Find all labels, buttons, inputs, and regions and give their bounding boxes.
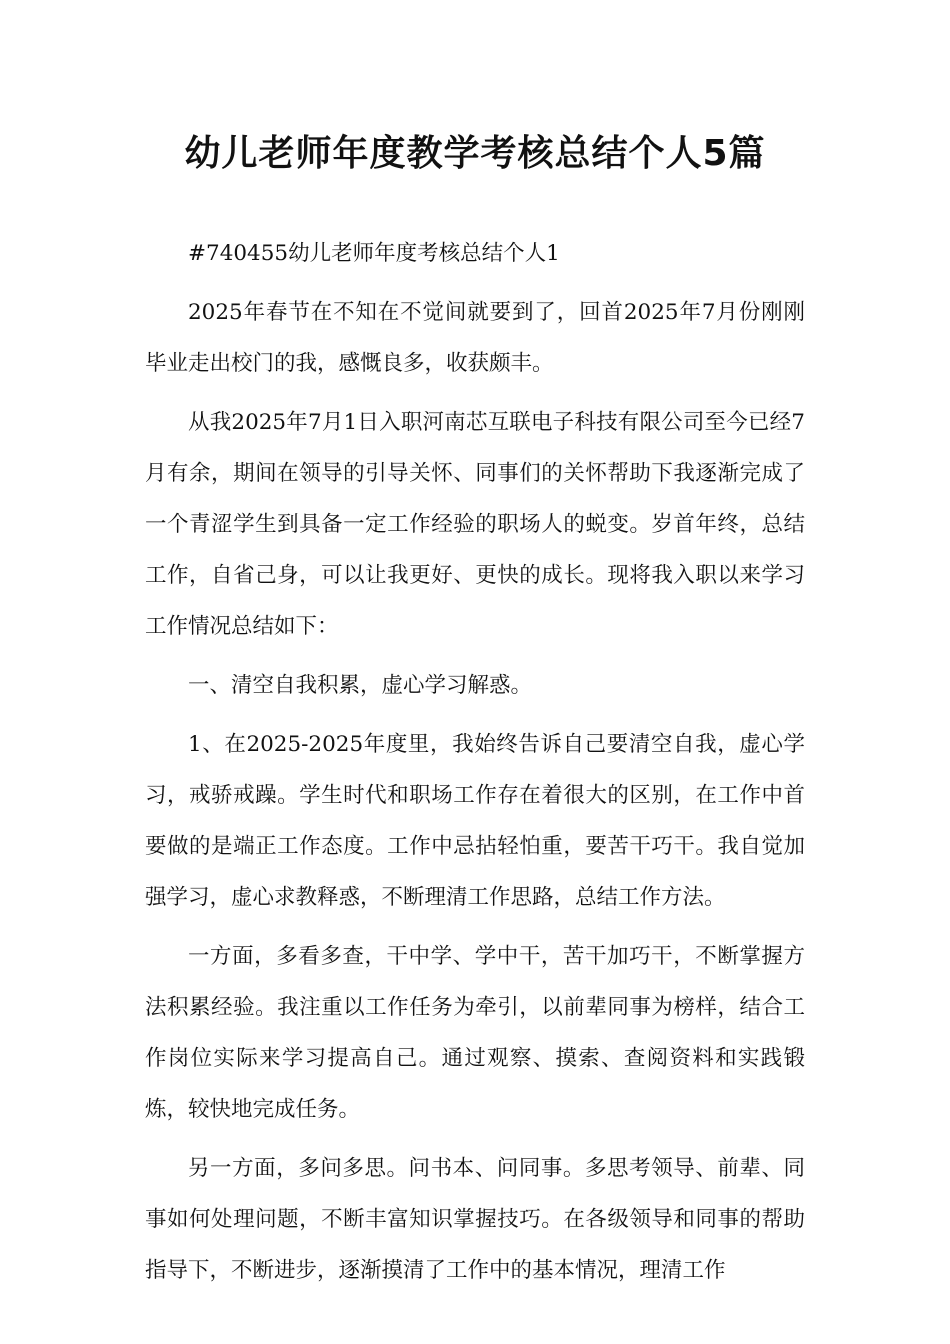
document-title: 幼儿老师年度教学考核总结个人5篇	[184, 133, 766, 174]
paragraph: 从我2025年7月1日入职河南芯互联电子科技有限公司至今已经7月有余，期间在领导的引导关怀、同事们的关怀帮助下我逐渐完成了一个青涩学生到具备一定工作经验的职场人的蜕变。岁首年终，总结工作，自省己身，可以让我更好、更快的成长。现将我入职以来学习工作情况总结如下：	[145, 410, 805, 639]
paragraph: 另一方面，多问多思。问书本、问同事。多思考领导、前辈、同事如何处理问题，不断丰富知识掌握技巧。在各级领导和同事的帮助指导下，不断进步，逐渐摸清了工作中的基本情况，理清工作	[145, 1156, 805, 1283]
document-body	[145, 228, 805, 1304]
paragraph-heading-1: #740455幼儿老师年度考核总结个人1	[188, 241, 560, 266]
section-heading: 一、清空自我积累，虚心学习解惑。	[188, 673, 533, 698]
paragraph: 一方面，多看多查，干中学、学中干，苦干加巧干，不断掌握方法积累经验。我注重以工作任务为牵引，以前辈同事为榜样，结合工作岗位实际来学习提高自己。通过观察、摸索、查阅资料和实践锻炼，较快地完成任务。	[145, 944, 805, 1122]
paragraph: 2025年春节在不知在不觉间就要到了，回首2025年7月份刚刚毕业走出校门的我，感慨良多，收获颇丰。	[145, 300, 805, 376]
paragraph: 1、在2025-2025年度里，我始终告诉自己要清空自我，虚心学习，戒骄戒躁。学生时代和职场工作存在着很大的区别，在工作中首要做的是端正工作态度。工作中忌拈轻怕重，要苦干巧干。我自觉加强学习，虚心求教释惑，不断理清工作思路，总结工作方法。	[145, 732, 805, 910]
